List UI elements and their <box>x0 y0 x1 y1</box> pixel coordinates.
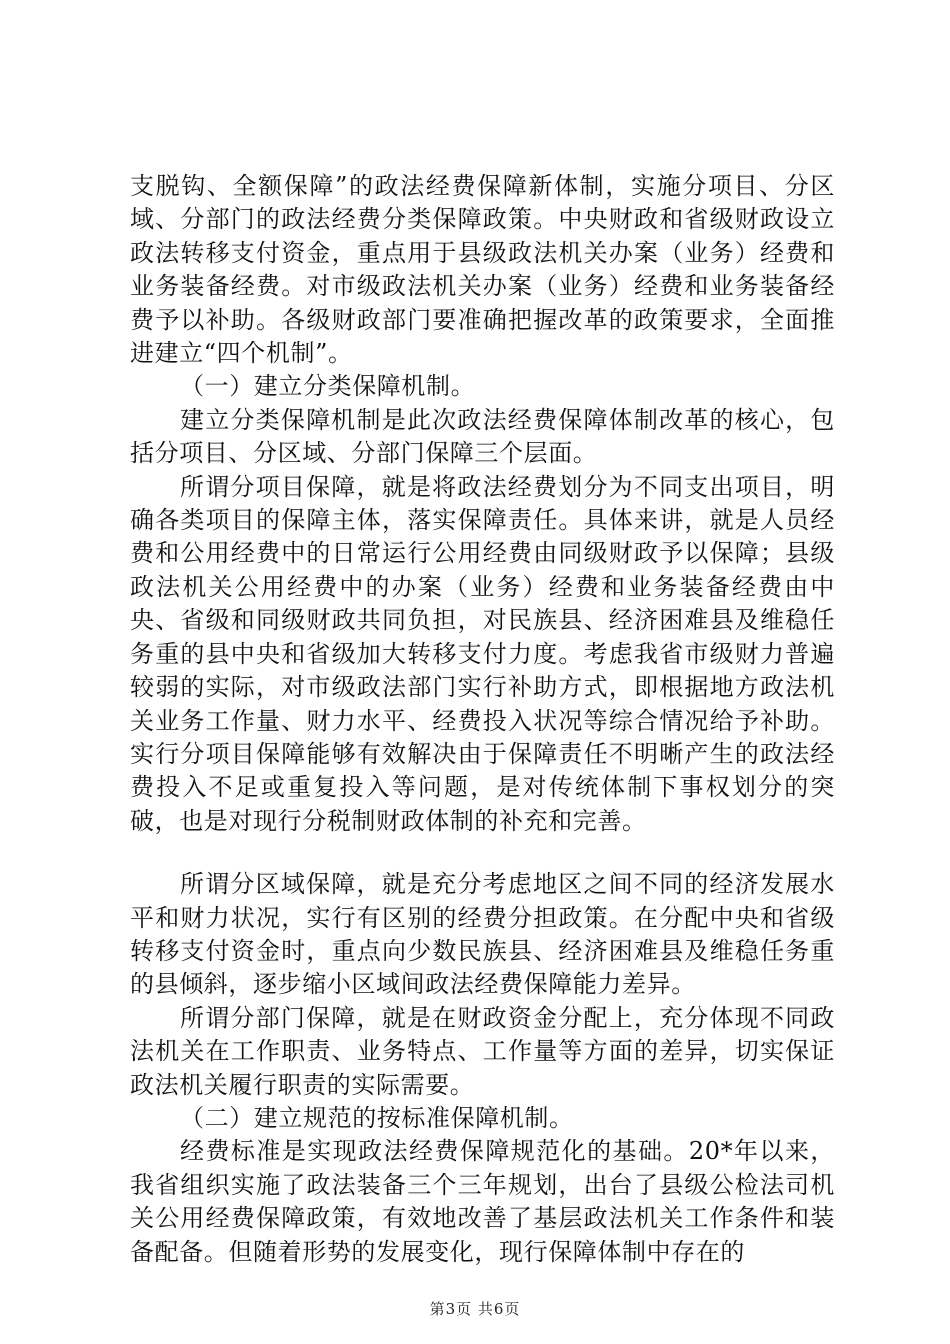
section-heading-1: （一）建立分类保障机制。 <box>180 372 476 401</box>
paragraph: 所谓分项目保障，就是将政法经费划分为不同支出项目，明确各类项目的保障主体，落实保障责任。具体来讲，就是人员经费和公用经费中的日常运行公用经费由同级财政予以保障；县级政法机关公用经费中的办案（业务）经费和业务装备经费由中央、省级和同级财政共同负担，对民族县、经济困难县及维稳任务重的县中央和省级加大转移支付力度。考虑我省市级财力普遍较弱的实际，对市级政法部门实行补助方式，即根据地方政法机关业务工作量、财力水平、经费投入状况等综合情况给予补助。实行分项目保障能够有效解决由于保障责任不明晰产生的政法经费投入不足或重复投入等问题，是对传统体制下事权划分的突破，也是对现行分税制财政体制的补充和完善。 <box>130 472 835 835</box>
paragraph: 所谓分部门保障，就是在财政资金分配上，充分体现不同政法机关在工作职责、业务特点、工作量等方面的差异，切实保证政法机关履行职责的实际需要。 <box>130 1003 835 1099</box>
document-body <box>130 170 835 1269</box>
paragraph-spacer <box>130 838 835 868</box>
paragraph: 经费标准是实现政法经费保障规范化的基础。20*年以来，我省组织实施了政法装备三个三年规划，出台了县级公检法司机关公用经费保障政策，有效地改善了基层政法机关工作条件和装备配备。但随着形势的发展变化，现行保障体制中存在的 <box>130 1137 835 1266</box>
page-number-footer: 第3页 共6页 <box>429 1300 521 1318</box>
paragraph-continuation: 支脱钩、全额保障”的政法经费保障新体制，实施分项目、分区域、分部门的政法经费分类保障政策。中央财政和省级财政设立政法转移支付资金，重点用于县级政法机关办案（业务）经费和业务装备经费。对市级政法机关办案（业务）经费和业务装备经费予以补助。各级财政部门要准确把握改革的政策要求，全面推进建立“四个机制”。 <box>130 172 835 368</box>
section-heading-2: （二）建立规范的按标准保障机制。 <box>180 1103 574 1132</box>
paragraph: 所谓分区域保障，就是充分考虑地区之间不同的经济发展水平和财力状况，实行有区别的经费分担政策。在分配中央和省级转移支付资金时，重点向少数民族县、经济困难县及维稳任务重的县倾斜，逐步缩小区域间政法经费保障能力差异。 <box>130 870 835 999</box>
paragraph: 建立分类保障机制是此次政法经费保障体制改革的核心，包括分项目、分区域、分部门保障三个层面。 <box>130 405 835 468</box>
